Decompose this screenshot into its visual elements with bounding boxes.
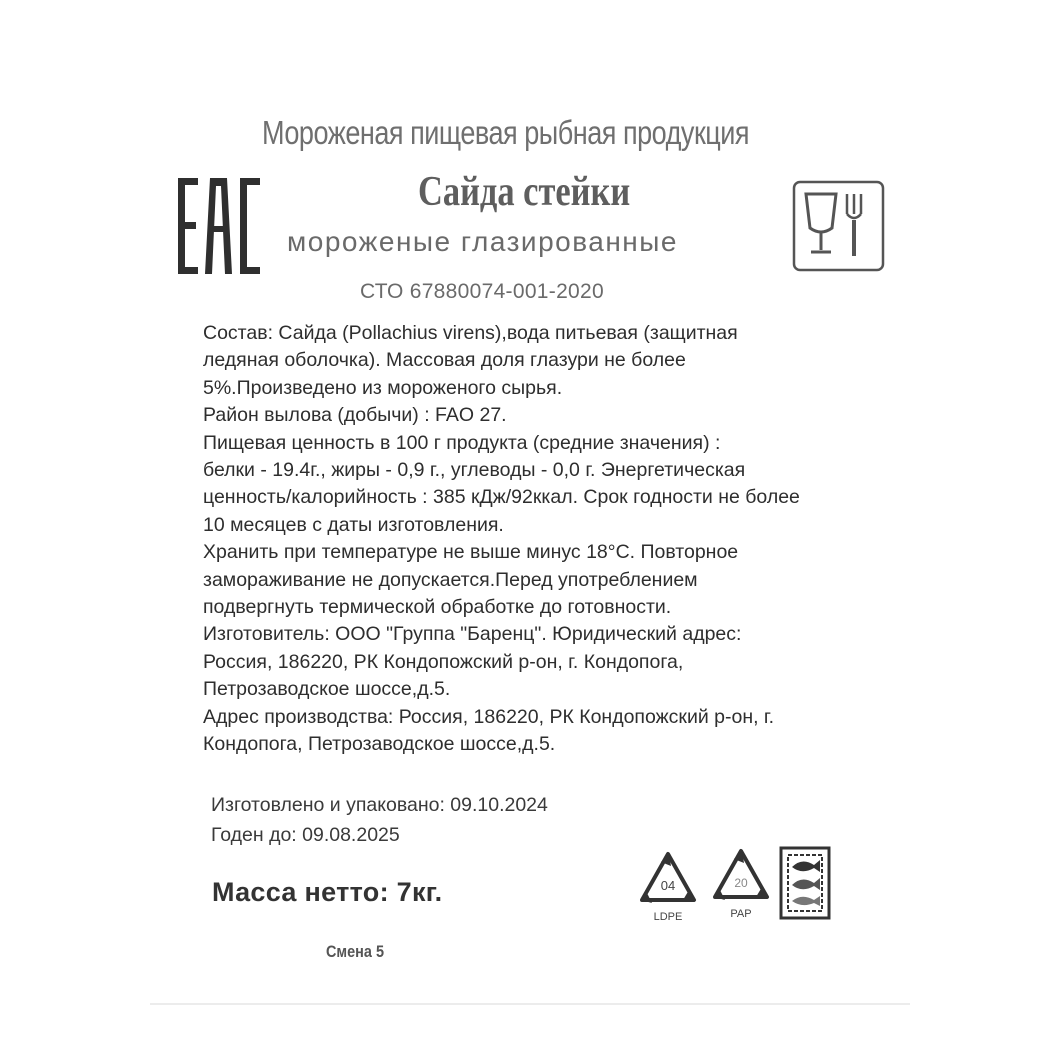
product-name: Сайда стейки <box>418 169 631 215</box>
fish-icon <box>778 845 832 921</box>
text-line: Состав: Сайда (Pollachius virens),вода питьевая (защитная <box>203 322 738 344</box>
text-line: Кондопога, Петрозаводское шоссе,д.5. <box>203 733 556 756</box>
manufacture-date: Изготовлено и упаковано: 09.10.2024 <box>211 794 548 816</box>
label-edge <box>150 1003 910 1005</box>
text-line: Петрозаводское шоссе,д.5. <box>203 678 451 701</box>
text-line: Изготовитель: ООО "Группа "Баренц". Юридический адрес: <box>203 623 742 646</box>
text-line: замораживание не допускается.Перед употреблением <box>203 568 698 591</box>
recycle-code: 20 <box>734 876 748 890</box>
composition-text <box>203 320 893 759</box>
text-line: подвергнуть термической обработке до готовности. <box>203 596 672 619</box>
standard-code: СТО 67880074-001-2020 <box>360 280 604 303</box>
product-category: Мороженая пищевая рыбная продукция <box>262 114 750 151</box>
eac-mark-icon <box>178 178 260 274</box>
text-line: 10 месяцев с даты изготовления. <box>203 513 504 536</box>
food-contact-glass-fork-icon <box>792 180 885 272</box>
recycle-material: LDPE <box>653 911 683 923</box>
text-line: Хранить при температуре не выше минус 18°С. Повторное <box>203 541 739 564</box>
text-line: 5%.Произведено из мороженого сырья. <box>203 376 563 399</box>
recycle-material: PAP <box>730 908 752 920</box>
dates-block <box>211 790 548 850</box>
recycle-code: 04 <box>660 878 676 893</box>
text-line: ледяная оболочка). Массовая доля глазури не более <box>203 349 686 372</box>
text-line: Россия, 186220, РК Кондопожский р-он, г. Кондопога, <box>203 650 684 673</box>
product-state: мороженые глазированные <box>287 226 678 257</box>
best-before-date: Годен до: 09.08.2025 <box>211 824 400 846</box>
recycle-ldpe-icon <box>637 848 699 928</box>
recycle-pap-icon <box>710 845 772 925</box>
text-line: Район вылова (добычи) : FAO 27. <box>203 404 507 427</box>
text-line: Адрес производства: Россия, 186220, РК Кондопожский р-он, г. <box>203 705 775 728</box>
text-line: Пищевая ценность в 100 г продукта (средние значения) : <box>203 431 721 454</box>
net-mass: Масса нетто: 7кг. <box>212 877 443 907</box>
shift-number: Смена 5 <box>326 942 384 961</box>
text-line: белки - 19.4г., жиры - 0,9 г., углеводы - 0,0 г. Энергетическая <box>203 459 746 482</box>
text-line: ценность/калорийность : 385 кДж/92ккал. Срок годности не более <box>203 486 800 509</box>
